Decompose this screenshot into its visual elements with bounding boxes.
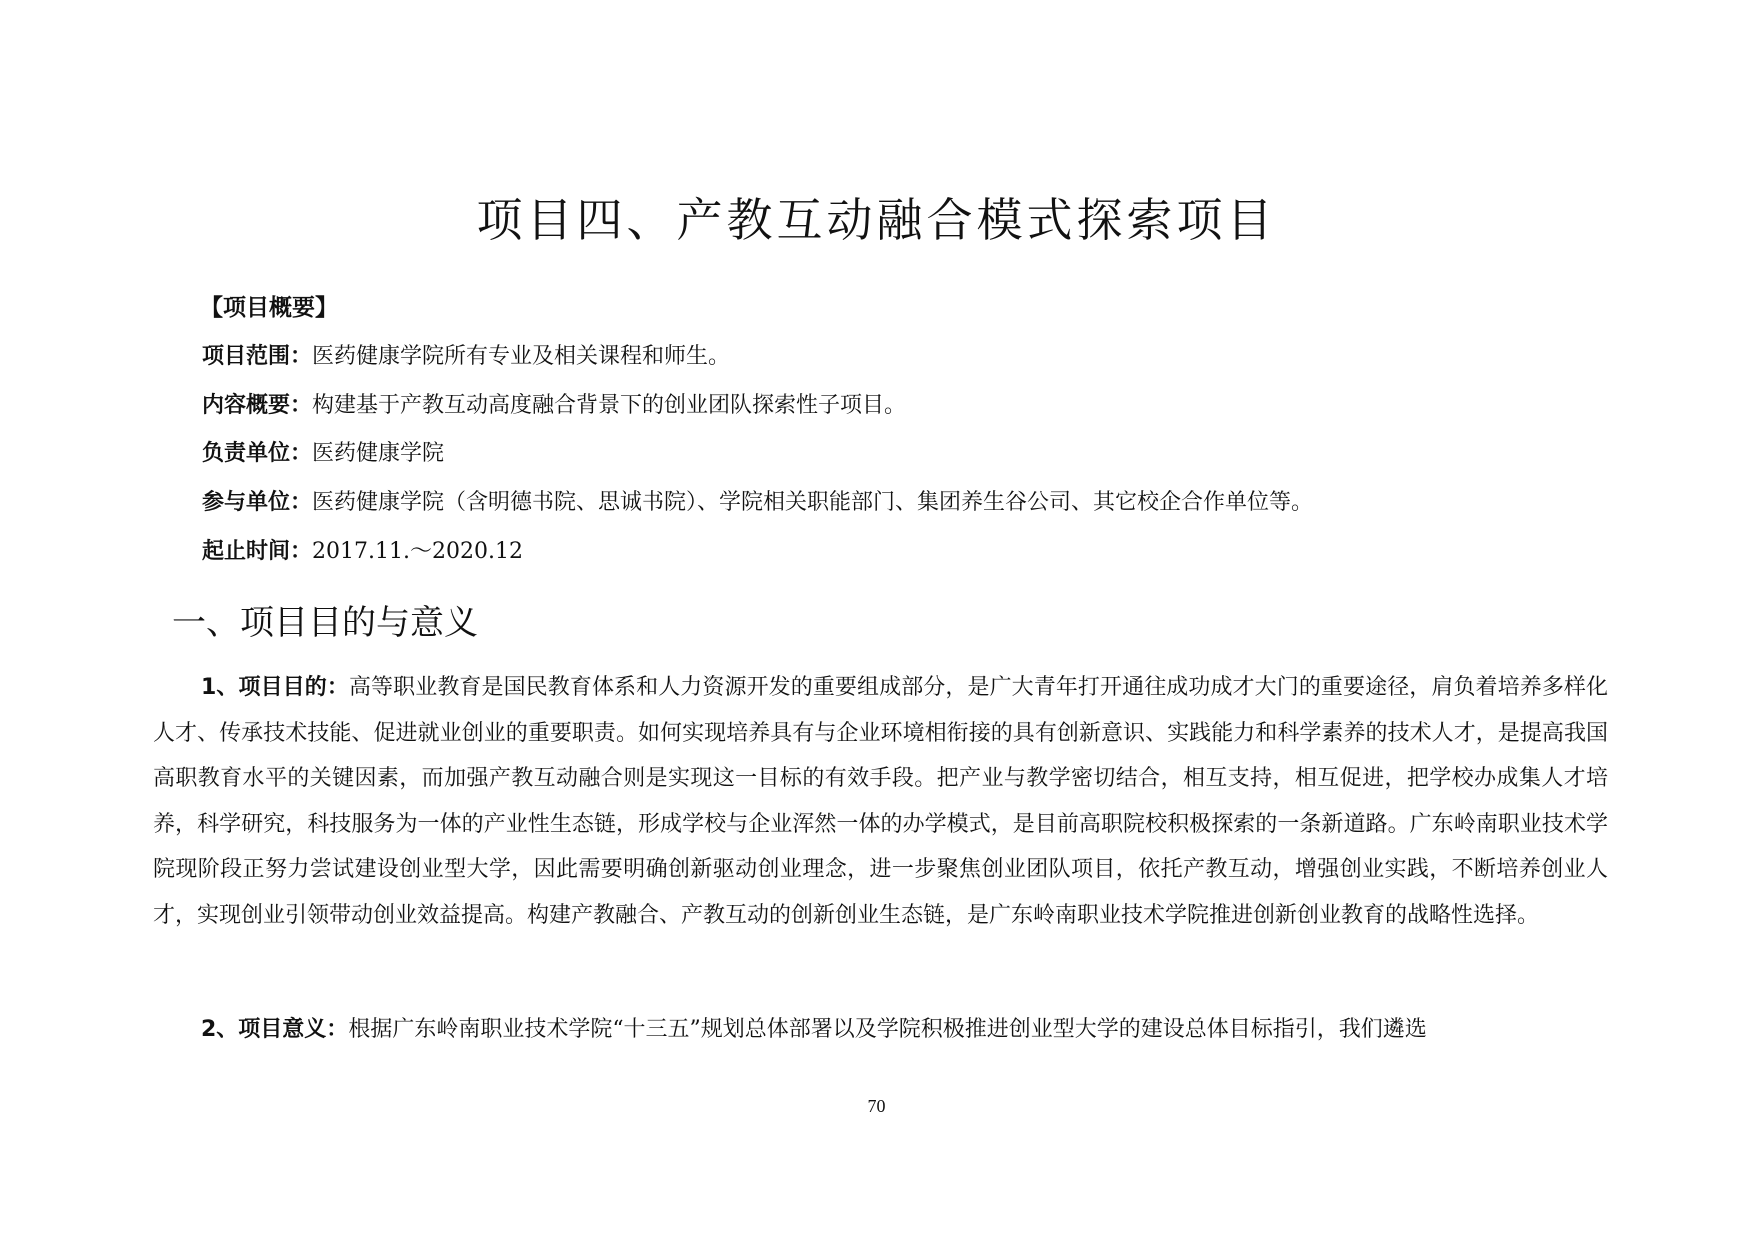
info-value: 2017.11.～2020.12	[312, 539, 523, 564]
paragraph-text: 高等职业教育是国民教育体系和人力资源开发的重要组成部分，是广大青年打开通往成功成才大门的重要途径，肩负着培养多样化人才、传承技术技能、促进就业创业的重要职责。如何实现培养具有与企业环境相衔接的具有创新意识、实践能力和科学素养的技术人才，是提高我国高职教育水平的关键因素，而加强产教互动融合则是实现这一目标的有效手段。把产业与教学密切结合，相互支持，相互促进，把学校办成集人才培养，科学研究，科技服务为一体的产业性生态链，形成学校与企业浑然一体的办学模式，是目前高职院校积极探索的一条新道路。广东岭南职业技术学院现阶段正努力尝试建设创业型大学，因此需要明确创新驱动创业理念，进一步聚焦创业团队项目，依托产教互动，增强创业实践，不断培养创业人才，实现创业引领带动创业效益提高。构建产教融合、产教互动的创新创业生态链，是广东岭南职业技术学院推进创新创业教育的战略性选择。	[153, 675, 1608, 928]
info-row-period	[202, 536, 523, 568]
page-number: 70	[867, 1096, 886, 1116]
paragraph-purpose	[153, 665, 1608, 938]
info-row-summary	[202, 390, 906, 422]
info-row-responsible	[202, 438, 444, 470]
paragraph-label: 2、项目意义：	[201, 1017, 349, 1042]
info-value: 构建基于产教互动高度融合背景下的创业团队探索性子项目。	[312, 393, 907, 418]
section-heading: 一、项目目的与意义	[172, 603, 478, 643]
paragraph-significance	[153, 1007, 1608, 1053]
info-row-scope	[202, 341, 730, 373]
paragraph-text: 根据广东岭南职业技术学院“十三五”规划总体部署以及学院积极推进创业型大学的建设总体目标指引，我们遴选	[348, 1017, 1427, 1042]
info-row-participants	[202, 487, 1313, 519]
info-label: 项目范围：	[202, 344, 313, 369]
info-label: 内容概要：	[202, 393, 313, 418]
info-label: 负责单位：	[202, 441, 313, 466]
info-label: 起止时间：	[202, 539, 313, 564]
paragraph-label: 1、项目目的：	[201, 675, 349, 700]
page-title: 项目四、产教互动融合模式探索项目	[476, 193, 1277, 247]
info-value: 医药健康学院（含明德书院、思诚书院）、学院相关职能部门、集团养生谷公司、其它校企合作单位等。	[312, 490, 1314, 515]
info-label: 参与单位：	[202, 490, 313, 515]
overview-heading: 【项目概要】	[200, 295, 338, 321]
info-value: 医药健康学院所有专业及相关课程和师生。	[312, 344, 731, 369]
info-value: 医药健康学院	[312, 441, 445, 466]
